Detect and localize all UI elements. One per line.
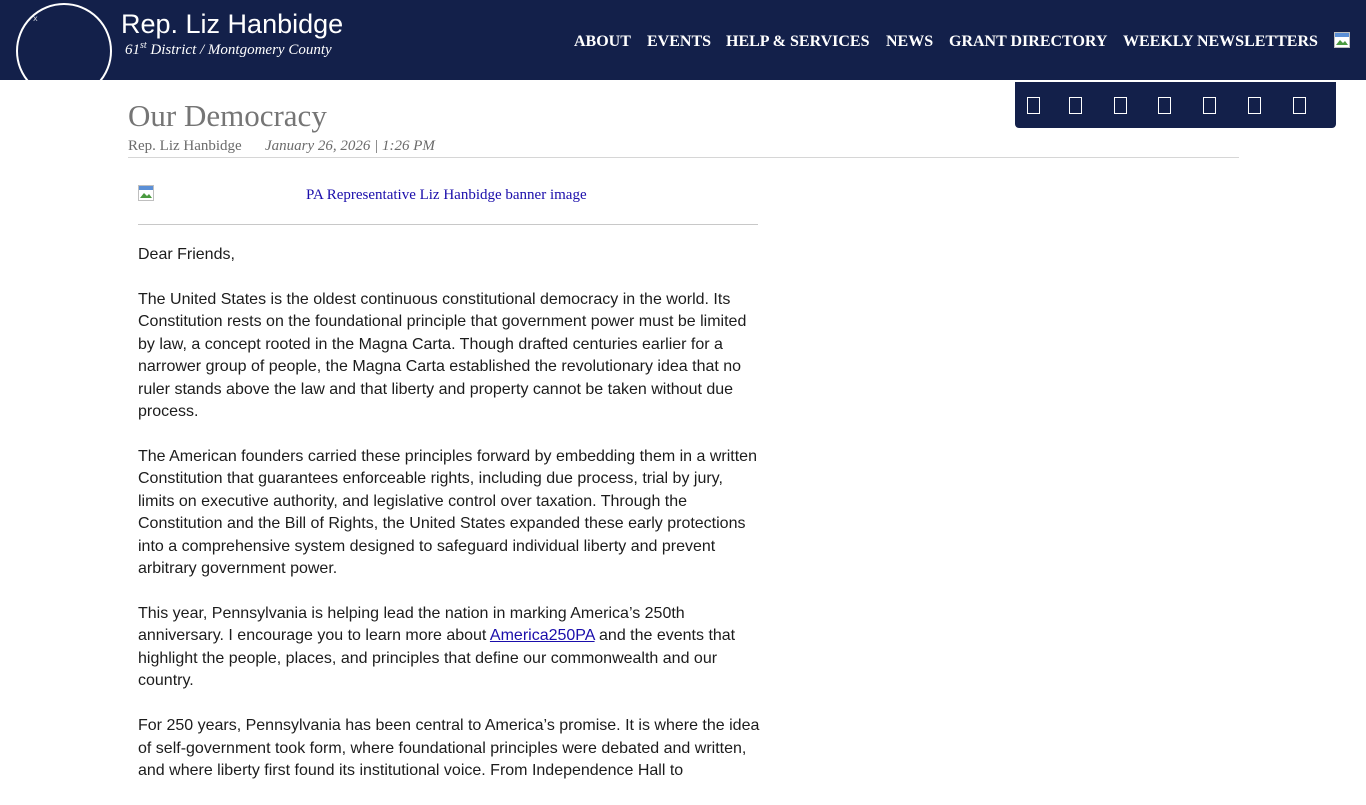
nav-events[interactable]: EVENTS [647,33,712,50]
title-divider [128,157,1239,158]
paragraph: The United States is the oldest continuous constitutional democracy in the world. Its Constitution rests on the foundational principle that government power must be limited by law, a concept rooted in the Magna Carta. Though drafted centuries earlier for a narrower group of people, the Magna Carta established the revolutionary idea that no ruler stands above the law and that liberty and property cannot be taken without due process. [138,291,747,421]
print-icon[interactable] [1293,97,1306,114]
paragraph-text: and the events that highlight the people, places, and principles that define our commonwealth and our country. [138,627,736,690]
america250pa-link[interactable]: America250PA [489,627,595,645]
post-title: Our Democracy [128,98,327,133]
broken-image-icon: x [33,14,38,23]
paragraph: The American founders carried these principles forward by embedding them in a written Constitution that guarantees enforceable rights, including due process, trial by jury, limits on executive authority, and legislative control over taxation. Through the Constitution and the Bill of Rights, the United States expanded these early protections into a comprehensive system designed to safeguard individual liberty and prevent arbitrary government power. [138,448,757,578]
nav-about[interactable]: ABOUT [574,33,631,50]
greeting: Dear Friends, [138,246,235,263]
content-divider [138,224,758,225]
rss-icon[interactable] [1248,97,1261,114]
twitter-icon[interactable] [1069,97,1082,114]
district-ordinal-suffix: st [140,40,147,51]
post-date: January 26, 2026 | 1:26 PM [265,138,435,154]
site-header [0,0,1366,80]
site-district [125,41,332,59]
nav-news[interactable]: NEWS [886,33,934,50]
newsletter-body [138,244,763,805]
district-ordinal: 61 [125,42,140,58]
facebook-icon[interactable] [1027,97,1040,114]
social-links-bar [1015,82,1336,128]
instagram-icon[interactable] [1114,97,1127,114]
youtube-icon[interactable] [1158,97,1171,114]
nav-help-services[interactable]: HELP & SERVICES [726,33,870,50]
banner-image-alt-link[interactable]: PA Representative Liz Hanbidge banner image [306,187,587,203]
post-author[interactable]: Rep. Liz Hanbidge [128,138,242,154]
paragraph: For 250 years, Pennsylvania has been central to America’s promise. It is where the idea of self-government took form, where foundational principles were debated and written, and where liberty first found its institutional voice. From Independence Hall to [138,717,760,780]
broken-image-icon[interactable] [1334,32,1350,48]
email-icon[interactable] [1203,97,1216,114]
broken-image-icon[interactable] [138,185,154,201]
nav-grant-directory[interactable]: GRANT DIRECTORY [949,33,1108,50]
site-name[interactable]: Rep. Liz Hanbidge [121,9,344,39]
nav-weekly-newsletters[interactable]: WEEKLY NEWSLETTERS [1123,33,1318,50]
logo-seal[interactable] [16,3,112,99]
paragraph [138,603,763,693]
paragraph-text: This year, Pennsylvania is helping lead the nation in marking America’s 250th anniversary. I encourage you to learn more about [138,605,685,645]
district-description: District / Montgomery County [146,42,332,58]
